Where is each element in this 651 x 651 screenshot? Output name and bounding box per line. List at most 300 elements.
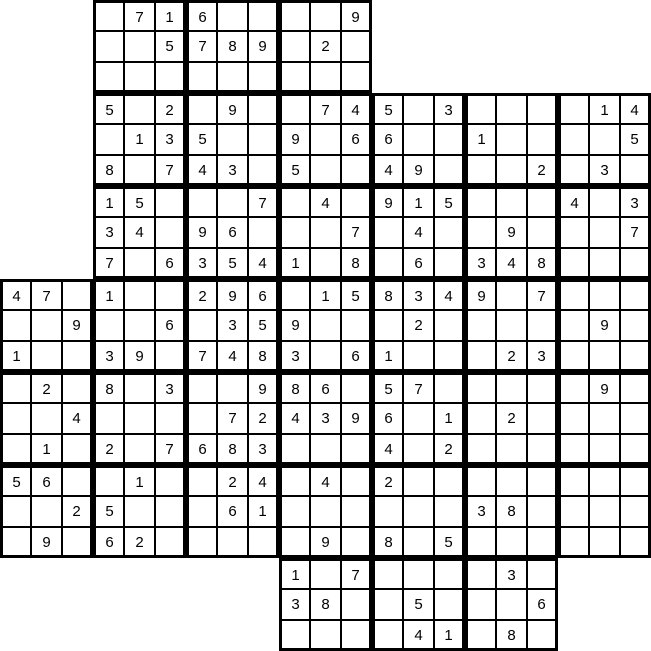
sudoku-cell[interactable]: 6 <box>217 217 248 248</box>
sudoku-cell[interactable]: 2 <box>434 434 465 465</box>
sudoku-cell[interactable]: 2 <box>31 372 62 403</box>
sudoku-cell[interactable]: 3 <box>155 124 186 155</box>
sudoku-cell[interactable] <box>62 341 93 372</box>
sudoku-cell[interactable] <box>155 62 186 93</box>
sudoku-cell[interactable] <box>310 248 341 279</box>
sudoku-cell[interactable] <box>527 558 558 589</box>
sudoku-cell[interactable] <box>0 527 31 558</box>
sudoku-cell[interactable] <box>496 434 527 465</box>
sudoku-cell[interactable]: 5 <box>279 155 310 186</box>
sudoku-cell[interactable]: 5 <box>124 186 155 217</box>
sudoku-cell[interactable] <box>31 310 62 341</box>
sudoku-cell[interactable]: 9 <box>465 279 496 310</box>
sudoku-cell[interactable] <box>434 124 465 155</box>
sudoku-cell[interactable] <box>589 434 620 465</box>
sudoku-cell[interactable] <box>403 124 434 155</box>
sudoku-cell[interactable]: 7 <box>217 403 248 434</box>
sudoku-cell[interactable] <box>217 124 248 155</box>
sudoku-cell[interactable] <box>558 403 589 434</box>
sudoku-cell[interactable] <box>434 589 465 620</box>
sudoku-cell[interactable]: 4 <box>403 217 434 248</box>
sudoku-cell[interactable] <box>558 248 589 279</box>
sudoku-cell[interactable] <box>279 527 310 558</box>
sudoku-cell[interactable] <box>620 403 651 434</box>
sudoku-cell[interactable] <box>496 527 527 558</box>
sudoku-cell[interactable] <box>31 496 62 527</box>
sudoku-cell[interactable] <box>0 434 31 465</box>
sudoku-cell[interactable]: 2 <box>496 403 527 434</box>
sudoku-cell[interactable]: 6 <box>217 496 248 527</box>
sudoku-cell[interactable]: 5 <box>93 496 124 527</box>
sudoku-cell[interactable] <box>341 31 372 62</box>
sudoku-cell[interactable] <box>434 217 465 248</box>
sudoku-cell[interactable] <box>465 372 496 403</box>
sudoku-cell[interactable] <box>93 403 124 434</box>
sudoku-cell[interactable]: 5 <box>372 372 403 403</box>
sudoku-cell[interactable]: 3 <box>310 403 341 434</box>
sudoku-cell[interactable] <box>620 279 651 310</box>
sudoku-cell[interactable] <box>403 434 434 465</box>
sudoku-cell[interactable] <box>279 496 310 527</box>
sudoku-cell[interactable] <box>496 589 527 620</box>
sudoku-cell[interactable] <box>403 527 434 558</box>
sudoku-cell[interactable] <box>403 558 434 589</box>
sudoku-cell[interactable]: 1 <box>93 186 124 217</box>
sudoku-cell[interactable]: 2 <box>93 434 124 465</box>
sudoku-cell[interactable]: 8 <box>217 434 248 465</box>
sudoku-cell[interactable] <box>217 62 248 93</box>
sudoku-cell[interactable] <box>62 279 93 310</box>
sudoku-cell[interactable] <box>527 496 558 527</box>
sudoku-cell[interactable]: 2 <box>372 465 403 496</box>
sudoku-cell[interactable]: 6 <box>155 248 186 279</box>
sudoku-cell[interactable]: 9 <box>62 310 93 341</box>
sudoku-cell[interactable]: 2 <box>496 341 527 372</box>
sudoku-cell[interactable]: 4 <box>434 279 465 310</box>
sudoku-cell[interactable] <box>124 372 155 403</box>
sudoku-cell[interactable]: 1 <box>403 186 434 217</box>
sudoku-cell[interactable] <box>403 341 434 372</box>
sudoku-cell[interactable]: 3 <box>434 93 465 124</box>
sudoku-cell[interactable] <box>186 527 217 558</box>
sudoku-cell[interactable]: 6 <box>527 589 558 620</box>
sudoku-cell[interactable] <box>279 434 310 465</box>
sudoku-cell[interactable]: 4 <box>248 465 279 496</box>
sudoku-cell[interactable] <box>62 465 93 496</box>
sudoku-cell[interactable]: 8 <box>496 496 527 527</box>
sudoku-cell[interactable] <box>341 589 372 620</box>
sudoku-cell[interactable] <box>341 310 372 341</box>
sudoku-cell[interactable] <box>279 620 310 651</box>
sudoku-cell[interactable]: 6 <box>341 341 372 372</box>
sudoku-cell[interactable]: 7 <box>186 31 217 62</box>
sudoku-cell[interactable] <box>248 155 279 186</box>
sudoku-cell[interactable] <box>155 217 186 248</box>
sudoku-cell[interactable] <box>31 341 62 372</box>
sudoku-cell[interactable] <box>434 248 465 279</box>
sudoku-cell[interactable] <box>589 186 620 217</box>
sudoku-cell[interactable]: 4 <box>341 93 372 124</box>
sudoku-cell[interactable]: 9 <box>403 155 434 186</box>
sudoku-cell[interactable]: 6 <box>248 279 279 310</box>
sudoku-cell[interactable] <box>372 589 403 620</box>
sudoku-cell[interactable]: 9 <box>217 93 248 124</box>
sudoku-cell[interactable] <box>279 186 310 217</box>
sudoku-cell[interactable]: 8 <box>310 589 341 620</box>
sudoku-cell[interactable] <box>0 496 31 527</box>
sudoku-cell[interactable]: 9 <box>341 0 372 31</box>
sudoku-cell[interactable] <box>310 217 341 248</box>
sudoku-cell[interactable]: 8 <box>217 31 248 62</box>
sudoku-cell[interactable] <box>186 372 217 403</box>
sudoku-cell[interactable] <box>93 0 124 31</box>
sudoku-cell[interactable] <box>434 310 465 341</box>
sudoku-cell[interactable]: 8 <box>496 620 527 651</box>
sudoku-cell[interactable] <box>93 465 124 496</box>
sudoku-cell[interactable]: 1 <box>31 434 62 465</box>
sudoku-cell[interactable]: 3 <box>217 155 248 186</box>
sudoku-cell[interactable]: 1 <box>0 341 31 372</box>
sudoku-cell[interactable] <box>496 310 527 341</box>
sudoku-cell[interactable] <box>434 341 465 372</box>
sudoku-cell[interactable] <box>248 217 279 248</box>
sudoku-cell[interactable] <box>248 93 279 124</box>
sudoku-cell[interactable]: 9 <box>496 217 527 248</box>
sudoku-cell[interactable] <box>465 93 496 124</box>
sudoku-cell[interactable] <box>248 124 279 155</box>
sudoku-cell[interactable] <box>372 248 403 279</box>
sudoku-cell[interactable]: 1 <box>279 558 310 589</box>
sudoku-cell[interactable]: 1 <box>434 620 465 651</box>
sudoku-cell[interactable] <box>124 434 155 465</box>
sudoku-cell[interactable] <box>434 558 465 589</box>
sudoku-cell[interactable]: 7 <box>620 217 651 248</box>
sudoku-cell[interactable] <box>620 310 651 341</box>
sudoku-cell[interactable]: 3 <box>93 341 124 372</box>
sudoku-cell[interactable]: 4 <box>372 434 403 465</box>
sudoku-cell[interactable] <box>496 465 527 496</box>
sudoku-cell[interactable]: 5 <box>93 93 124 124</box>
sudoku-cell[interactable] <box>465 310 496 341</box>
sudoku-cell[interactable]: 3 <box>186 248 217 279</box>
sudoku-cell[interactable] <box>589 248 620 279</box>
sudoku-cell[interactable]: 1 <box>155 0 186 31</box>
sudoku-cell[interactable]: 5 <box>155 31 186 62</box>
sudoku-cell[interactable] <box>248 0 279 31</box>
sudoku-cell[interactable] <box>403 496 434 527</box>
sudoku-cell[interactable]: 9 <box>248 31 279 62</box>
sudoku-cell[interactable]: 6 <box>310 372 341 403</box>
sudoku-cell[interactable]: 7 <box>124 0 155 31</box>
sudoku-cell[interactable]: 4 <box>124 217 155 248</box>
sudoku-cell[interactable] <box>186 186 217 217</box>
sudoku-cell[interactable] <box>279 62 310 93</box>
sudoku-cell[interactable] <box>62 434 93 465</box>
sudoku-cell[interactable]: 1 <box>248 496 279 527</box>
sudoku-cell[interactable] <box>310 124 341 155</box>
sudoku-cell[interactable]: 7 <box>248 186 279 217</box>
sudoku-cell[interactable]: 6 <box>341 124 372 155</box>
sudoku-cell[interactable] <box>341 620 372 651</box>
sudoku-cell[interactable]: 5 <box>217 248 248 279</box>
sudoku-cell[interactable] <box>310 0 341 31</box>
sudoku-cell[interactable]: 3 <box>589 155 620 186</box>
sudoku-cell[interactable] <box>465 465 496 496</box>
sudoku-cell[interactable] <box>341 465 372 496</box>
sudoku-cell[interactable] <box>279 465 310 496</box>
sudoku-cell[interactable]: 4 <box>403 620 434 651</box>
sudoku-cell[interactable] <box>620 155 651 186</box>
sudoku-cell[interactable] <box>155 341 186 372</box>
sudoku-cell[interactable] <box>465 558 496 589</box>
sudoku-cell[interactable]: 4 <box>372 155 403 186</box>
sudoku-cell[interactable] <box>279 0 310 31</box>
sudoku-cell[interactable]: 4 <box>310 186 341 217</box>
sudoku-cell[interactable] <box>0 372 31 403</box>
sudoku-cell[interactable] <box>0 403 31 434</box>
sudoku-cell[interactable] <box>620 527 651 558</box>
sudoku-cell[interactable]: 9 <box>31 527 62 558</box>
sudoku-cell[interactable]: 7 <box>310 93 341 124</box>
sudoku-cell[interactable] <box>310 496 341 527</box>
sudoku-cell[interactable] <box>279 93 310 124</box>
sudoku-cell[interactable] <box>310 155 341 186</box>
sudoku-cell[interactable] <box>186 496 217 527</box>
sudoku-cell[interactable]: 1 <box>124 465 155 496</box>
sudoku-cell[interactable]: 9 <box>310 527 341 558</box>
sudoku-cell[interactable] <box>93 124 124 155</box>
sudoku-cell[interactable] <box>558 372 589 403</box>
sudoku-cell[interactable] <box>93 310 124 341</box>
sudoku-cell[interactable] <box>558 527 589 558</box>
sudoku-cell[interactable]: 7 <box>186 341 217 372</box>
sudoku-cell[interactable]: 9 <box>372 186 403 217</box>
sudoku-cell[interactable] <box>558 124 589 155</box>
sudoku-cell[interactable]: 1 <box>279 248 310 279</box>
sudoku-cell[interactable]: 7 <box>155 434 186 465</box>
sudoku-cell[interactable] <box>434 372 465 403</box>
sudoku-cell[interactable] <box>93 62 124 93</box>
sudoku-cell[interactable]: 9 <box>589 310 620 341</box>
sudoku-cell[interactable] <box>527 186 558 217</box>
sudoku-cell[interactable] <box>124 496 155 527</box>
sudoku-cell[interactable] <box>372 558 403 589</box>
sudoku-cell[interactable] <box>558 434 589 465</box>
sudoku-cell[interactable]: 9 <box>279 310 310 341</box>
sudoku-cell[interactable] <box>403 465 434 496</box>
sudoku-cell[interactable] <box>527 124 558 155</box>
sudoku-cell[interactable] <box>558 465 589 496</box>
sudoku-cell[interactable]: 2 <box>62 496 93 527</box>
sudoku-cell[interactable] <box>496 93 527 124</box>
sudoku-cell[interactable] <box>186 465 217 496</box>
sudoku-cell[interactable]: 4 <box>620 93 651 124</box>
sudoku-cell[interactable]: 3 <box>403 279 434 310</box>
sudoku-cell[interactable]: 8 <box>248 341 279 372</box>
sudoku-cell[interactable]: 8 <box>341 248 372 279</box>
sudoku-cell[interactable] <box>341 527 372 558</box>
sudoku-cell[interactable] <box>589 527 620 558</box>
sudoku-cell[interactable] <box>465 155 496 186</box>
sudoku-cell[interactable] <box>310 434 341 465</box>
sudoku-cell[interactable]: 4 <box>558 186 589 217</box>
sudoku-cell[interactable] <box>124 279 155 310</box>
sudoku-cell[interactable] <box>620 496 651 527</box>
sudoku-cell[interactable] <box>589 279 620 310</box>
sudoku-cell[interactable] <box>434 155 465 186</box>
sudoku-cell[interactable] <box>186 310 217 341</box>
sudoku-cell[interactable]: 6 <box>403 248 434 279</box>
sudoku-cell[interactable] <box>496 186 527 217</box>
sudoku-cell[interactable] <box>155 496 186 527</box>
sudoku-cell[interactable] <box>186 93 217 124</box>
sudoku-cell[interactable]: 2 <box>310 31 341 62</box>
sudoku-cell[interactable]: 5 <box>341 279 372 310</box>
sudoku-cell[interactable]: 1 <box>465 124 496 155</box>
sudoku-cell[interactable] <box>310 558 341 589</box>
sudoku-cell[interactable]: 2 <box>155 93 186 124</box>
sudoku-cell[interactable] <box>527 620 558 651</box>
sudoku-cell[interactable]: 1 <box>434 403 465 434</box>
sudoku-cell[interactable] <box>217 186 248 217</box>
sudoku-cell[interactable]: 1 <box>310 279 341 310</box>
sudoku-cell[interactable]: 7 <box>341 217 372 248</box>
sudoku-cell[interactable] <box>558 93 589 124</box>
sudoku-cell[interactable]: 2 <box>248 403 279 434</box>
sudoku-cell[interactable] <box>155 403 186 434</box>
sudoku-cell[interactable] <box>589 496 620 527</box>
sudoku-cell[interactable] <box>372 310 403 341</box>
sudoku-cell[interactable] <box>279 31 310 62</box>
sudoku-cell[interactable]: 3 <box>496 558 527 589</box>
sudoku-cell[interactable] <box>465 620 496 651</box>
sudoku-cell[interactable] <box>310 341 341 372</box>
sudoku-cell[interactable]: 5 <box>0 465 31 496</box>
sudoku-cell[interactable] <box>527 434 558 465</box>
sudoku-cell[interactable]: 2 <box>527 155 558 186</box>
sudoku-cell[interactable] <box>589 217 620 248</box>
sudoku-cell[interactable]: 9 <box>589 372 620 403</box>
sudoku-cell[interactable]: 6 <box>31 465 62 496</box>
sudoku-cell[interactable] <box>279 217 310 248</box>
sudoku-cell[interactable]: 7 <box>93 248 124 279</box>
sudoku-cell[interactable] <box>403 403 434 434</box>
sudoku-cell[interactable] <box>465 434 496 465</box>
sudoku-cell[interactable]: 7 <box>527 279 558 310</box>
sudoku-cell[interactable] <box>527 527 558 558</box>
sudoku-cell[interactable] <box>620 341 651 372</box>
sudoku-cell[interactable]: 9 <box>124 341 155 372</box>
sudoku-cell[interactable] <box>124 62 155 93</box>
sudoku-cell[interactable]: 8 <box>93 155 124 186</box>
sudoku-cell[interactable] <box>155 186 186 217</box>
sudoku-cell[interactable]: 6 <box>186 0 217 31</box>
sudoku-cell[interactable]: 9 <box>279 124 310 155</box>
sudoku-cell[interactable]: 3 <box>217 310 248 341</box>
sudoku-cell[interactable]: 3 <box>279 341 310 372</box>
sudoku-cell[interactable]: 1 <box>372 341 403 372</box>
sudoku-cell[interactable] <box>124 403 155 434</box>
sudoku-cell[interactable] <box>124 93 155 124</box>
sudoku-cell[interactable] <box>434 496 465 527</box>
sudoku-cell[interactable]: 7 <box>341 558 372 589</box>
sudoku-cell[interactable] <box>124 155 155 186</box>
sudoku-cell[interactable]: 3 <box>155 372 186 403</box>
sudoku-cell[interactable]: 4 <box>62 403 93 434</box>
sudoku-cell[interactable] <box>341 62 372 93</box>
sudoku-cell[interactable]: 6 <box>186 434 217 465</box>
sudoku-cell[interactable] <box>310 62 341 93</box>
sudoku-cell[interactable]: 2 <box>403 310 434 341</box>
sudoku-cell[interactable]: 7 <box>155 155 186 186</box>
sudoku-cell[interactable]: 8 <box>279 372 310 403</box>
sudoku-cell[interactable] <box>465 217 496 248</box>
sudoku-cell[interactable] <box>341 155 372 186</box>
sudoku-cell[interactable] <box>372 496 403 527</box>
sudoku-cell[interactable] <box>155 279 186 310</box>
sudoku-cell[interactable] <box>527 372 558 403</box>
sudoku-cell[interactable]: 6 <box>372 403 403 434</box>
sudoku-cell[interactable] <box>341 186 372 217</box>
sudoku-cell[interactable] <box>310 310 341 341</box>
sudoku-cell[interactable]: 3 <box>527 341 558 372</box>
sudoku-cell[interactable] <box>124 248 155 279</box>
sudoku-cell[interactable] <box>186 62 217 93</box>
sudoku-cell[interactable] <box>0 310 31 341</box>
sudoku-cell[interactable] <box>62 527 93 558</box>
sudoku-cell[interactable] <box>558 217 589 248</box>
sudoku-cell[interactable] <box>589 124 620 155</box>
sudoku-cell[interactable]: 3 <box>620 186 651 217</box>
sudoku-cell[interactable]: 6 <box>155 310 186 341</box>
sudoku-cell[interactable] <box>465 589 496 620</box>
sudoku-cell[interactable] <box>434 465 465 496</box>
sudoku-cell[interactable]: 5 <box>620 124 651 155</box>
sudoku-cell[interactable]: 3 <box>248 434 279 465</box>
sudoku-cell[interactable] <box>527 217 558 248</box>
sudoku-cell[interactable] <box>155 465 186 496</box>
sudoku-cell[interactable] <box>124 310 155 341</box>
sudoku-cell[interactable]: 3 <box>465 496 496 527</box>
sudoku-cell[interactable] <box>558 496 589 527</box>
sudoku-cell[interactable] <box>527 93 558 124</box>
sudoku-cell[interactable] <box>558 341 589 372</box>
sudoku-cell[interactable]: 9 <box>186 217 217 248</box>
sudoku-cell[interactable]: 8 <box>93 372 124 403</box>
sudoku-cell[interactable]: 5 <box>186 124 217 155</box>
sudoku-cell[interactable] <box>589 465 620 496</box>
sudoku-cell[interactable]: 4 <box>217 341 248 372</box>
sudoku-cell[interactable]: 9 <box>248 372 279 403</box>
sudoku-cell[interactable]: 5 <box>403 589 434 620</box>
sudoku-cell[interactable]: 2 <box>186 279 217 310</box>
sudoku-cell[interactable]: 4 <box>310 465 341 496</box>
sudoku-cell[interactable] <box>620 465 651 496</box>
sudoku-cell[interactable] <box>465 403 496 434</box>
sudoku-cell[interactable] <box>496 372 527 403</box>
sudoku-cell[interactable] <box>217 372 248 403</box>
sudoku-cell[interactable] <box>372 217 403 248</box>
sudoku-cell[interactable] <box>620 434 651 465</box>
sudoku-cell[interactable] <box>62 372 93 403</box>
sudoku-cell[interactable] <box>496 279 527 310</box>
sudoku-cell[interactable]: 5 <box>372 93 403 124</box>
sudoku-cell[interactable]: 8 <box>372 527 403 558</box>
sudoku-cell[interactable] <box>248 527 279 558</box>
sudoku-cell[interactable] <box>124 31 155 62</box>
sudoku-cell[interactable]: 9 <box>217 279 248 310</box>
sudoku-cell[interactable] <box>589 403 620 434</box>
